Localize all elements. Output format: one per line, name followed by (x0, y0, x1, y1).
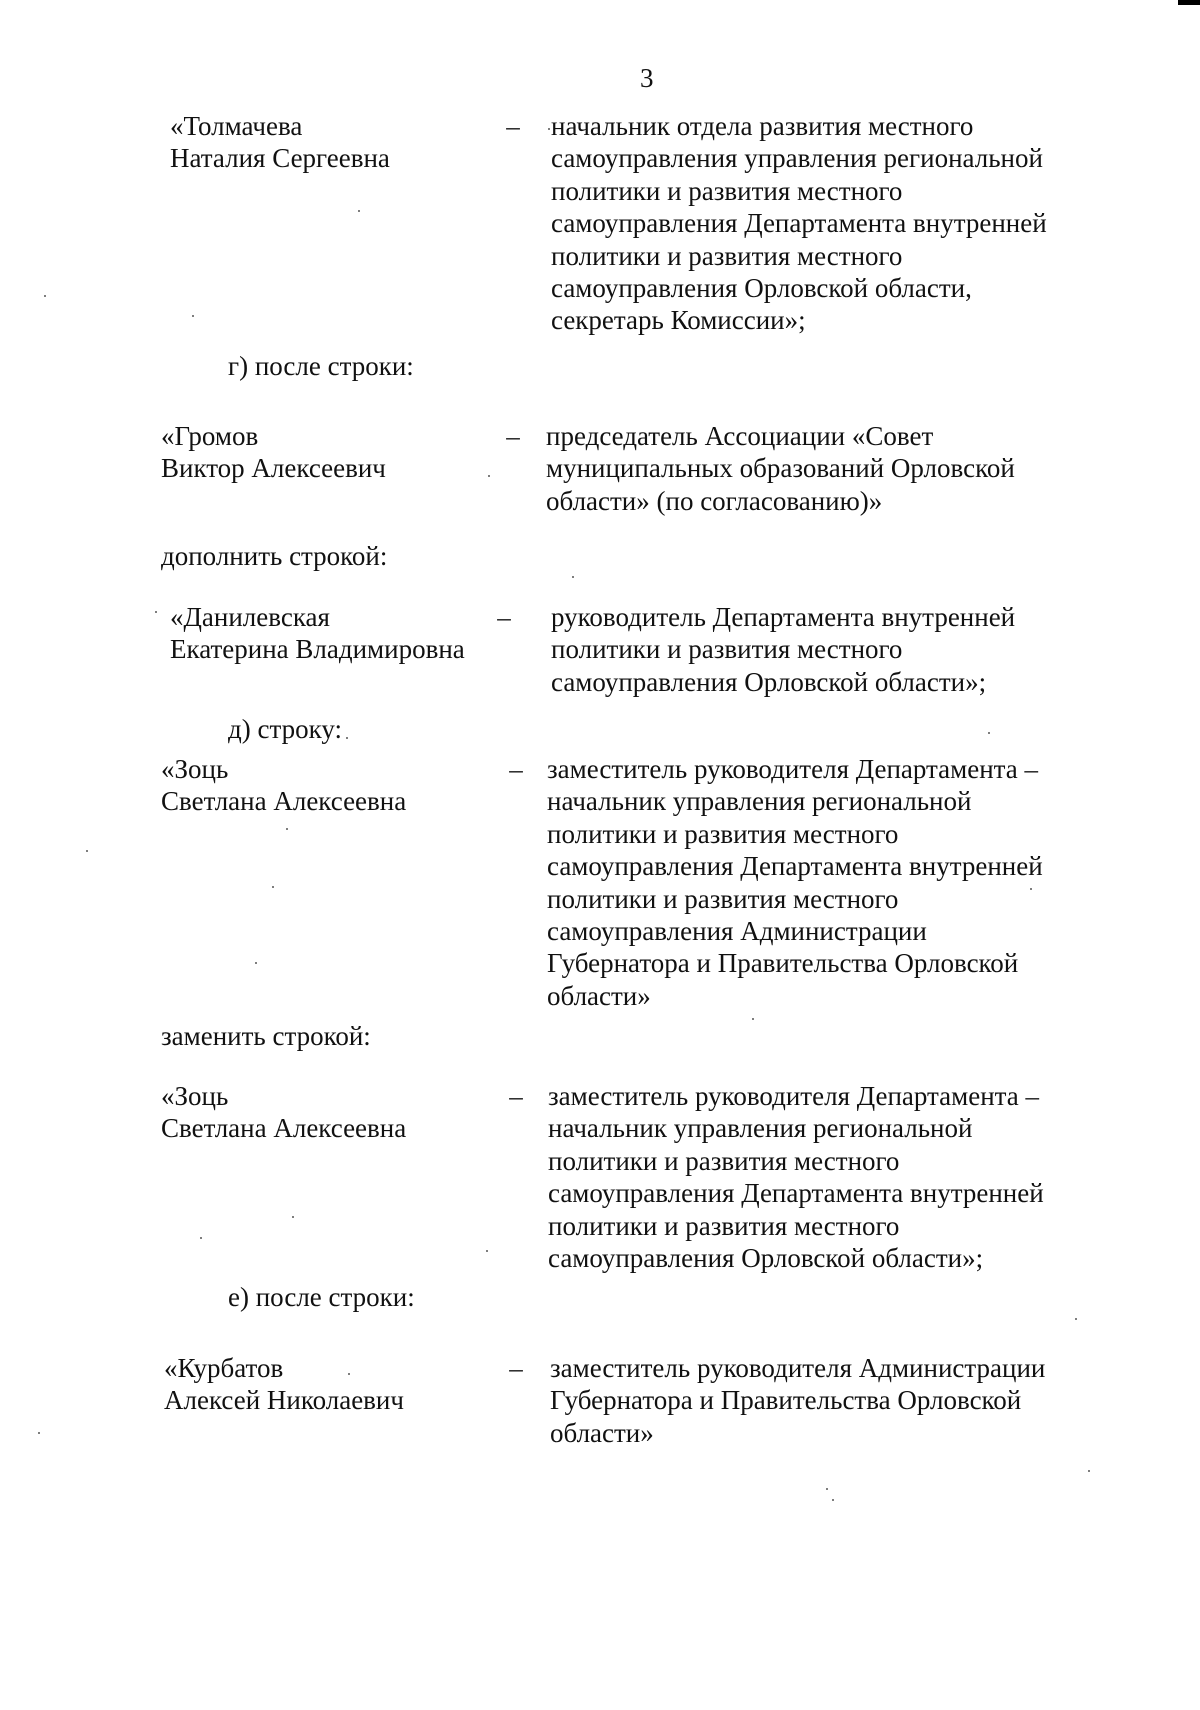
entry-desc-line: заместитель руководителя Департамента – (548, 1081, 1040, 1111)
scan-speck (826, 1488, 828, 1490)
scan-speck (572, 576, 574, 578)
scan-speck (548, 128, 550, 130)
entry-desc-line: области» (550, 1417, 654, 1448)
entry-name-line: Наталия Сергеевна (170, 143, 390, 174)
entry-description-zots-new (548, 1080, 1108, 1274)
entry-desc-line: самоуправления Орловской области»; (548, 1243, 984, 1274)
entry-desc-line: самоуправления Орловской области»; (551, 666, 987, 697)
entry-desc-line: самоуправления Орловской области, (551, 273, 972, 304)
entry-desc-line: самоуправления Администрации (547, 916, 927, 947)
entry-description-danilevskaya (551, 601, 1111, 698)
entry-desc-line: политики и развития местного (547, 883, 899, 914)
scan-speck (192, 315, 194, 317)
scan-speck (272, 886, 274, 888)
entry-name-danilevskaya (170, 601, 510, 666)
entry-desc-line: начальник отдела развития местного (551, 111, 974, 141)
entry-desc-line: начальник управления региональной (547, 786, 972, 817)
section-d-replace-heading: заменить строкой: (161, 1021, 371, 1051)
scan-speck (348, 1373, 350, 1375)
entry-desc-line: политики и развития местного (551, 175, 903, 206)
entry-desc-line: политики и развития местного (547, 818, 899, 849)
section-d-heading: д) строку: (228, 714, 342, 744)
scan-speck (346, 737, 348, 739)
section-g-heading: г) после строки: (228, 351, 414, 381)
scan-speck (1030, 888, 1032, 890)
entry-desc-line: заместитель руководителя Департамента – (547, 754, 1039, 784)
entry-dash: – (509, 754, 523, 784)
entry-name-line: «Толмачева (170, 111, 303, 141)
scan-speck (86, 850, 88, 852)
entry-desc-line: области» (547, 980, 651, 1011)
section-e-heading: е) после строки: (228, 1282, 415, 1312)
entry-desc-line: секретарь Комиссии»; (551, 305, 806, 336)
entry-desc-line: руководитель Департамента внутренней (551, 602, 1016, 632)
scan-speck (155, 611, 157, 613)
entry-desc-line: муниципальных образований Орловской (546, 453, 1015, 484)
entry-name-line: Екатерина Владимировна (170, 634, 465, 665)
entry-name-zots-old (161, 753, 501, 818)
scan-speck (752, 1018, 754, 1020)
scan-speck (200, 1237, 202, 1239)
entry-name-line: Алексей Николаевич (164, 1385, 404, 1416)
scan-speck (832, 1499, 834, 1501)
scan-speck (988, 732, 990, 734)
entry-dash: – (506, 421, 520, 451)
entry-name-line: «Курбатов (164, 1353, 284, 1383)
scan-speck (286, 828, 288, 830)
entry-description-gromov (546, 420, 1106, 517)
entry-name-line: Виктор Алексеевич (161, 453, 386, 484)
scan-speck (255, 962, 257, 964)
scan-edge-mark (1178, 0, 1200, 5)
entry-desc-line: Губернатора и Правительства Орловской (547, 948, 1019, 979)
entry-description-tolmacheva (551, 110, 1111, 337)
section-g-add-heading: дополнить строкой: (161, 541, 388, 571)
entry-desc-line: области» (по согласованию)» (546, 485, 883, 516)
entry-description-zots-old (547, 753, 1107, 1012)
entry-desc-line: политики и развития местного (551, 634, 903, 665)
scan-speck (358, 210, 360, 212)
entry-desc-line: политики и развития местного (548, 1145, 900, 1176)
entry-desc-line: Губернатора и Правительства Орловской (550, 1385, 1022, 1416)
entry-desc-line: политики и развития местного (548, 1210, 900, 1241)
entry-name-line: «Данилевская (170, 602, 330, 632)
scan-speck (38, 1432, 40, 1434)
entry-name-kurbatov (164, 1352, 504, 1417)
entry-name-line: Светлана Алексеевна (161, 786, 407, 817)
page-number: 3 (640, 63, 654, 93)
entry-dash: – (506, 111, 520, 141)
entry-name-line: «Громов (161, 421, 259, 451)
entry-desc-line: самоуправления Департамента внутренней (551, 208, 1047, 239)
entry-name-line: Светлана Алексеевна (161, 1113, 407, 1144)
entry-description-kurbatov (550, 1352, 1110, 1449)
entry-desc-line: самоуправления Департамента внутренней (547, 851, 1043, 882)
entry-desc-line: начальник управления региональной (548, 1113, 973, 1144)
entry-desc-line: председатель Ассоциации «Совет (546, 421, 934, 451)
entry-dash: – (509, 1081, 523, 1111)
entry-dash: – (509, 1353, 523, 1383)
scan-speck (1088, 1470, 1090, 1472)
entry-desc-line: политики и развития местного (551, 240, 903, 271)
entry-name-tolmacheva (170, 110, 510, 175)
scan-speck (486, 1250, 488, 1252)
entry-desc-line: самоуправления управления региональной (551, 143, 1043, 174)
scan-speck (292, 1216, 294, 1218)
scan-speck (488, 475, 490, 477)
entry-name-gromov (161, 420, 501, 485)
entry-desc-line: самоуправления Департамента внутренней (548, 1178, 1044, 1209)
entry-name-zots-new (161, 1080, 501, 1145)
entry-name-line: «Зоць (161, 754, 229, 784)
scan-speck (44, 295, 46, 297)
entry-dash: – (497, 602, 511, 632)
entry-name-line: «Зоць (161, 1081, 229, 1111)
scan-speck (1075, 1318, 1077, 1320)
entry-desc-line: заместитель руководителя Администрации (550, 1353, 1046, 1383)
